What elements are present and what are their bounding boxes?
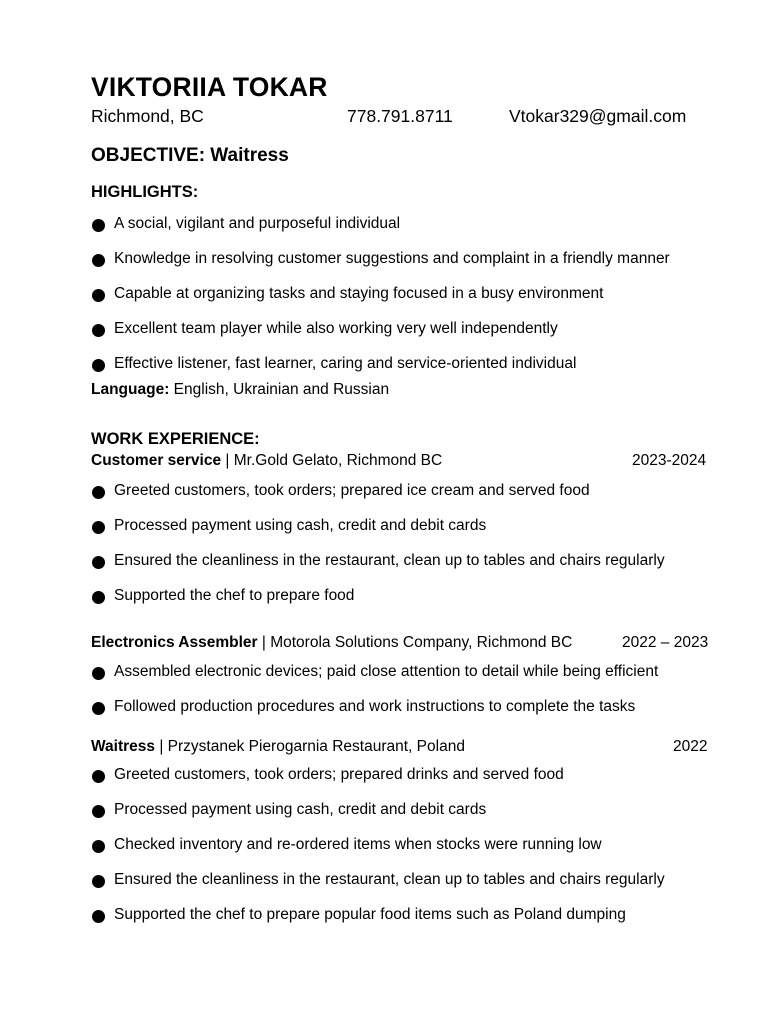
list-item: Capable at organizing tasks and staying focused in a busy environment xyxy=(91,285,670,320)
list-item: Greeted customers, took orders; prepared drinks and served food xyxy=(91,766,665,801)
job-dates: 2022 – 2023 xyxy=(622,634,709,651)
bullet-icon xyxy=(92,289,105,302)
job-title: Electronics Assembler xyxy=(91,634,258,651)
bullet-icon xyxy=(92,486,105,499)
work-experience-heading: WORK EXPERIENCE: xyxy=(91,430,260,448)
bullet-icon xyxy=(92,875,105,888)
job-dates: 2023-2024 xyxy=(632,452,707,469)
list-item: Effective listener, fast learner, caring and service-oriented individual xyxy=(91,355,670,390)
list-item: Supported the chef to prepare popular food items such as Poland dumping xyxy=(91,906,665,941)
job-employer: | Przystanek Pierogarnia Restaurant, Poland xyxy=(155,738,465,755)
bullet-icon xyxy=(92,770,105,783)
job-duties-list xyxy=(91,766,665,941)
bullet-icon xyxy=(92,556,105,569)
bullet-icon xyxy=(92,219,105,232)
resume-name: VIKTORIIA TOKAR xyxy=(91,72,328,102)
contact-phone: 778.791.8711 xyxy=(347,106,453,126)
objective-heading: OBJECTIVE: Waitress xyxy=(91,145,289,166)
list-item: Excellent team player while also working very well independently xyxy=(91,320,670,355)
language-line xyxy=(91,381,389,399)
job-employer: | Motorola Solutions Company, Richmond BC xyxy=(257,634,573,651)
bullet-icon xyxy=(92,521,105,534)
list-item: Assembled electronic devices; paid close attention to detail while being efficient xyxy=(91,663,658,698)
bullet-icon xyxy=(92,910,105,923)
job-title-line xyxy=(91,634,572,652)
job-dates: 2022 xyxy=(673,738,708,755)
list-item: A social, vigilant and purposeful individual xyxy=(91,215,670,250)
job-title: Waitress xyxy=(91,738,156,755)
job-title-line xyxy=(91,452,442,470)
job-title: Customer service xyxy=(91,452,222,469)
highlights-list xyxy=(91,215,670,390)
list-item: Supported the chef to prepare food xyxy=(91,587,665,622)
list-item: Processed payment using cash, credit and debit cards xyxy=(91,801,665,836)
bullet-icon xyxy=(92,591,105,604)
bullet-icon xyxy=(92,667,105,680)
job-employer: | Mr.Gold Gelato, Richmond BC xyxy=(221,452,443,469)
highlights-heading: HIGHLIGHTS: xyxy=(91,183,199,201)
bullet-icon xyxy=(92,254,105,267)
job-duties-list xyxy=(91,663,658,733)
bullet-icon xyxy=(92,702,105,715)
list-item: Greeted customers, took orders; prepared ice cream and served food xyxy=(91,482,665,517)
list-item: Ensured the cleanliness in the restaurant, clean up to tables and chairs regularly xyxy=(91,871,665,906)
bullet-icon xyxy=(92,324,105,337)
list-item: Checked inventory and re-ordered items when stocks were running low xyxy=(91,836,665,871)
language-label: Language: xyxy=(91,381,170,398)
bullet-icon xyxy=(92,359,105,372)
contact-email: Vtokar329@gmail.com xyxy=(509,106,687,126)
list-item: Ensured the cleanliness in the restaurant, clean up to tables and chairs regularly xyxy=(91,552,665,587)
bullet-icon xyxy=(92,840,105,853)
contact-location: Richmond, BC xyxy=(91,106,204,126)
language-value: English, Ukrainian and Russian xyxy=(169,381,390,398)
job-title-line xyxy=(91,738,465,756)
bullet-icon xyxy=(92,805,105,818)
job-duties-list xyxy=(91,482,665,622)
list-item: Processed payment using cash, credit and debit cards xyxy=(91,517,665,552)
list-item: Followed production procedures and work instructions to complete the tasks xyxy=(91,698,658,733)
list-item: Knowledge in resolving customer suggestions and complaint in a friendly manner xyxy=(91,250,670,285)
